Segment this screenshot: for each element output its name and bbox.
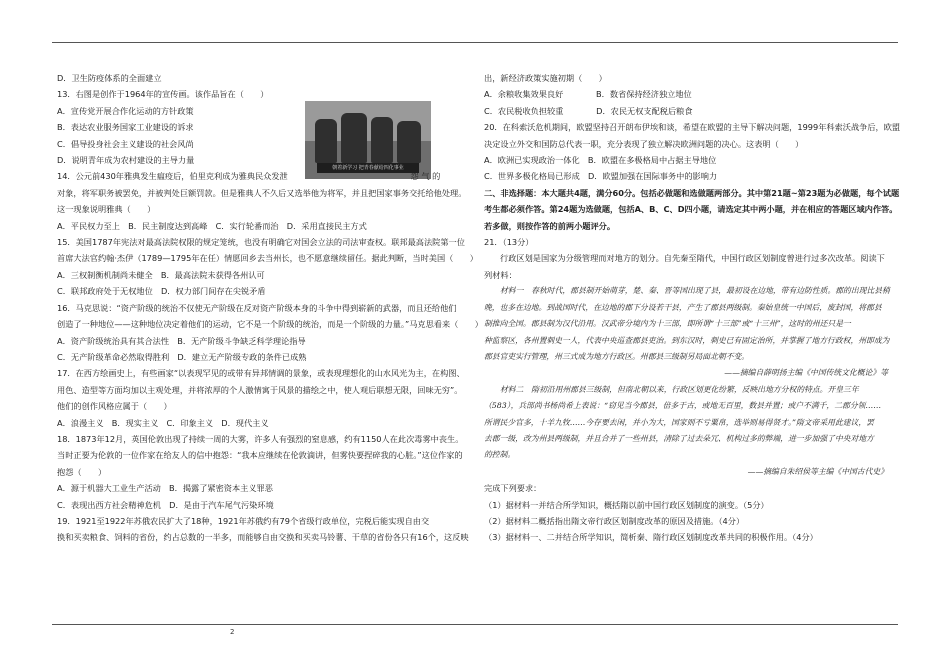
- q21-intro: [484, 250, 902, 283]
- q21-header: 21．（13分）: [484, 237, 534, 248]
- text-line: A．欧洲已实现政治一体化 B．欧盟在多极格局中占据主导地位: [484, 155, 717, 166]
- text-line: 决定设立外交和国防总代表一职，充分表现了独立解决欧洲问题的决心。这表明（ ）: [484, 138, 804, 149]
- text-line: 种监察区，各州置刺史一人，代表中央巡查郡县吏治。到东汉时，刺史已有固定治所，并掌握了地方行政权，州即成为: [484, 335, 890, 345]
- text-line: 制推向全国。郡县制为汉代沿用。汉武帝分境内为十三部，即所谓“十三部”或“十三州”，这时的州还只是一: [484, 319, 851, 329]
- section-title: 二、非选择题：本大题共4题，满分60分。包括必做题和选做题两部分。其中第21题~第23题为必做题，每个试题考生都必须作答。第24题为选做题，包括A、B、C、D四小题，请选定其中两小题，并在相应的答题区域内作答。若多做，则按作答的前两小题评分。: [484, 187, 900, 231]
- text-line: 出，新经济政策实施初期（ ）: [484, 73, 607, 83]
- text-line: 20．在科索沃危机期间，欧盟坚持召开朗布伊埃和谈，希望在欧盟的主导下解决问题，1999年科索沃战争后，欧盟: [484, 122, 901, 133]
- text-line: A．源于机器大工业生产活动 B．揭露了紧密资本主义罪恶: [57, 483, 273, 494]
- text-line: 晚，也多在边地。到战国时代，在边地的郡下分设若干县，产生了郡县两级制。秦始皇统一中国后，废封国，将郡县: [484, 302, 882, 312]
- text-line: 列材料：: [484, 269, 517, 280]
- text-line: A．三权制衡机制尚未健全 B．最高法院未获得各州认可: [57, 269, 265, 280]
- text-line: 抱怨（ ）: [57, 466, 107, 477]
- text-line: 行政区划是国家为分级管理而对地方的划分。自先秦至隋代，中国行政区划制度曾进行过多次改革。阅读下: [500, 253, 885, 264]
- text-line: 首席大法官约翰·杰伊（1789—1795年在任）情愿回乡去当州长，也不愿意继续留任。据此判断，当时美国（ ）: [57, 253, 478, 264]
- bottom-rule: [52, 624, 898, 625]
- text-line: C．农民税收负担较重 D．农民无权支配税后粮食: [484, 105, 693, 116]
- text-line: A．余粮收集效果良好 B．数省保持经济独立地位: [484, 89, 692, 100]
- text-line: 换和买卖粮食、饲料的省份，约占总数的一半多，而能够自由交换和买卖马铃薯、干草的省份各只有16个，这反映: [57, 532, 469, 543]
- page-number: 2: [230, 628, 235, 636]
- text-line: 材料一 春秋时代，郡县制开始萌芽，楚、秦、晋等国出现了县，最初设在边地，带有边防性质。郡的出现比县稍: [500, 286, 890, 296]
- text-line: C．无产阶级革命必然取得胜利 D．建立无产阶级专政的条件已成熟: [57, 351, 307, 362]
- text-line: D．说明青年成为农村建设的主导力量: [57, 155, 195, 166]
- text-line: （1）据材料一并结合所学知识，概括隋以前中国行政区划制度的演变。（5分）: [484, 499, 769, 510]
- top-rule: [52, 42, 898, 43]
- text-line: 13．右图是创作于1964年的宣传画。该作品旨在（ ）: [57, 89, 269, 100]
- text-line: D．卫生防疫体系的全面建立: [57, 73, 162, 83]
- right-column: [484, 70, 902, 546]
- text-line: （583），兵部尚书杨尚希上表说：“窃见当今郡县，倍多于古，或地无百里，数县并置；或户不满千，二郡分领……: [484, 401, 882, 411]
- text-line: 材料二 隋初沿用州郡县三级制，但南北朝以来，行政区划更化纷繁，反映出地方分权的特点。开皇三年: [500, 384, 859, 394]
- requirements-list: [484, 497, 902, 546]
- poster-caption: 朝着新学习 把青春献给四化事业: [317, 163, 419, 173]
- text-line: 郡县官吏实行管理，州三式成为地方行政区。州郡县三级制另局面北朝不变。: [484, 351, 750, 361]
- text-line: 的控制。: [484, 450, 516, 460]
- text-line: 当时正要为伦敦的一位作家在给友人的信中抱怨：“我本应继续在伦敦滴讲，但雾快要捏碎我的心脏。”这位作家的: [57, 450, 463, 461]
- text-line: A．浪漫主义 B．现实主义 C．印象主义 D．现代主义: [57, 417, 269, 428]
- requirements-title: 完成下列要求：: [484, 483, 542, 494]
- text-line: C．联邦政府处于无权地位 D．权力部门间存在尖锐矛盾: [57, 286, 266, 297]
- text-line: 用色、造型等方面均加以主观处理，并将浓厚的个人激情寓于风景的描绘之中，使人观后联想无限，回味无穷”。: [57, 384, 463, 395]
- text-line: 16．马克思说：“资产阶级的统治不仅使无产阶级在反对资产阶级本身的斗争中得到崭新的武器，而且还给他们: [57, 302, 457, 313]
- material-one-source: ——摘编自薛明扬主编《中国传统文化概论》等: [724, 368, 888, 378]
- text-line: 14．公元前430年雅典发生瘟疫后，伯里克利成为雅典民众发泄 怨 气 的: [57, 171, 441, 182]
- material-two: [484, 382, 902, 464]
- right-lines: [484, 70, 902, 185]
- text-line: A．资产阶级统治具有其合法性 B．无产阶级斗争缺乏科学理论指导: [57, 335, 306, 346]
- text-line: （2）据材料二概括指出隋文帝行政区划制度改革的原因及措施。（4分）: [484, 515, 745, 526]
- text-line: B．表达农业服务国家工业建设的诉求: [57, 122, 194, 133]
- text-line: 他们的创作风格应属于（ ）: [57, 401, 172, 412]
- text-line: 19．1921至1922年苏俄农民扩大了18种，1921年苏俄约有79个省级行政单位，完税后能实现自由交: [57, 515, 430, 526]
- text-line: （3）据材料一、二并结合所学知识，简析秦、隋行政区划制度改革共同的积极作用。（4分）: [484, 532, 818, 543]
- text-line: C．表现出西方社会精神危机 D．是由于汽车尾气污染环境: [57, 499, 274, 510]
- text-line: 创造了一种地位——这种地位决定着他们的运动，它不是一个阶级的统治，而是一个阶级的力量。”马克思看来（ ）: [57, 319, 483, 330]
- text-line: A．平民权力至上 B．民主制度达到高峰 C．实行轮番而治 D．采用直接民主方式: [57, 220, 367, 231]
- text-line: 这一现象说明雅典（ ）: [57, 204, 156, 215]
- text-line: 所谓民少官多，十羊九牧……今存要去闲，并小为大，国家则不亏粟帛，选举则易得贤才。”隋文帝采用此建议，罢: [484, 417, 874, 427]
- text-line: 17．在西方绘画史上，有些画家“以表现罕见的或带有异邦情调的景象，或表现理想化的山水风光为主，在构图、: [57, 368, 465, 379]
- text-line: C．世界多极化格局已形成 D．欧盟加强在国际事务中的影响力: [484, 171, 718, 182]
- left-column: [57, 70, 483, 546]
- material-two-source: ——摘编自朱绍侯等主编《中国古代史》: [747, 466, 888, 476]
- text-line: 15．美国1787年宪法对最高法院权限的规定笼统，也没有明确它对国会立法的司法审查权。联邦最高法院第一位: [57, 237, 465, 248]
- text-line: 去郡一级，改为州县两级制，并且合并了一些州县，清除了过去朵冗、机构过多的弊端，进一步加强了中央对地方: [484, 433, 874, 443]
- text-line: C．倡导投身社会主义建设的社会风尚: [57, 138, 194, 149]
- text-line: 对象，将军职务被罢免，并被判处巨额罚款。但是雅典人不久后又选举他为将军，并且把国家事务交托给他处理。: [57, 187, 467, 198]
- material-one: [484, 283, 902, 365]
- text-line: 18．1873年12月，英国伦敦出现了持续一周的大雾，许多人有强烈的窒息感，约有1150人在此次毒雾中丧生。: [57, 433, 464, 444]
- text-line: A．宣传党开展合作化运动的方针政策: [57, 105, 194, 116]
